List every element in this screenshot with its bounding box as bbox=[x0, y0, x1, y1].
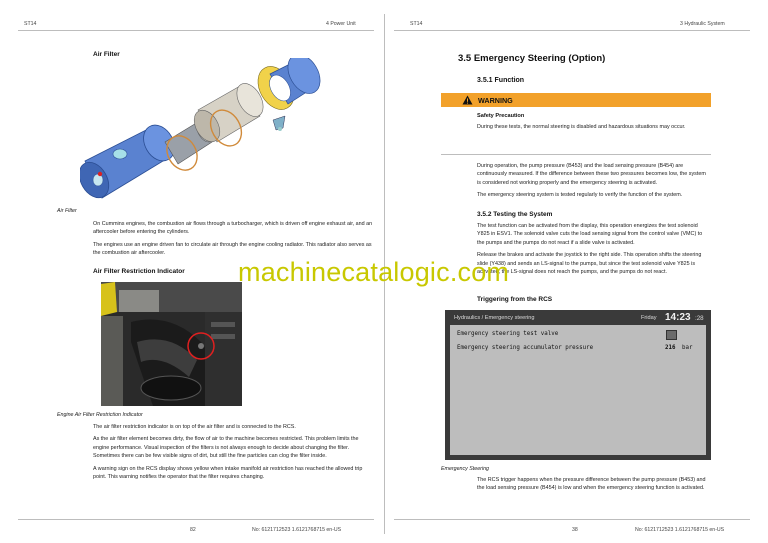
testing-body bbox=[477, 222, 711, 280]
right-footer-rule bbox=[394, 519, 750, 520]
filter-housing bbox=[80, 120, 181, 203]
indicator-title: Air Filter Restriction Indicator bbox=[93, 268, 185, 275]
indicator-paragraph: The air filter restriction indicator is on top of the air filter and is connected to the RCS. bbox=[93, 424, 296, 430]
warning-banner bbox=[441, 93, 711, 107]
warning-label: WARNING bbox=[478, 96, 513, 105]
air-filter-caption: Air Filter bbox=[57, 208, 77, 214]
air-filter-illustration bbox=[80, 58, 330, 206]
accumulator-pressure-value: 216 bbox=[665, 345, 676, 351]
watermark: machinecatalogic.com bbox=[238, 257, 510, 287]
left-header-rule bbox=[18, 30, 374, 31]
air-filter-paragraph: On Cummins engines, the combustion air flows through a turbocharger, which is driven off engine exhaust air, and an aftercooler before entering the cylinders. bbox=[93, 221, 373, 236]
right-header-doc: ST14 bbox=[410, 21, 423, 27]
display-panel bbox=[450, 325, 706, 455]
engine-indicator-photo bbox=[101, 282, 242, 406]
indicator-port-icon bbox=[98, 172, 102, 176]
display-time: 14:23 bbox=[665, 312, 691, 323]
accumulator-pressure-label: Emergency steering accumulator pressure bbox=[457, 345, 594, 351]
function-title: 3.5.1 Function bbox=[477, 77, 525, 84]
function-body bbox=[477, 162, 711, 204]
rcs-display bbox=[445, 310, 711, 460]
left-header-doc: ST14 bbox=[24, 21, 37, 27]
testing-title: 3.5.2 Testing the System bbox=[477, 211, 553, 218]
testing-paragraph: Release the brakes and activate the joystick to the right side. This operation shifts the steering slide (Y438) and sends an LS-signal to the pumps, but since the test solenoid valve Y825 is activated, the LS-signal does not reach the pumps, and the pumps do not react. bbox=[477, 252, 702, 276]
yellow-frame bbox=[101, 282, 117, 316]
display-day: Friday bbox=[641, 315, 657, 321]
right-header-chapter: 3 Hydraulic System bbox=[680, 21, 725, 27]
indicator-caption: Engine Air Filter Restriction Indicator bbox=[57, 412, 143, 418]
section-title: 3.5 Emergency Steering (Option) bbox=[458, 53, 606, 64]
function-paragraph: The emergency steering system is tested regularly to verify the function of the system. bbox=[477, 192, 683, 199]
function-paragraph: During operation, the pump pressure (B453) and the load sensing pressure (B454) are continuously measured. If the difference between these two pressures becomes low, the system is considered not working properly and the emergency steering is activated. bbox=[477, 163, 706, 186]
air-filter-body bbox=[93, 220, 373, 262]
trigger-body: The RCS trigger happens when the pressure difference between the pump pressure (B453) and the load sensing pressure (B454) is low and when the emergency steering function is activated. bbox=[477, 477, 706, 492]
warning-bottom-rule bbox=[441, 154, 711, 155]
display-seconds: :28 bbox=[695, 315, 704, 322]
dust-valve-icon bbox=[273, 116, 285, 131]
air-filter-title: Air Filter bbox=[93, 51, 120, 58]
warning-triangle-icon bbox=[462, 95, 473, 105]
test-valve-label: Emergency steering test valve bbox=[457, 331, 559, 337]
display-breadcrumb: Hydraulics / Emergency steering bbox=[454, 315, 535, 321]
indicator-body bbox=[93, 423, 368, 485]
safety-text: During these tests, the normal steering is disabled and hazardous situations may occur. bbox=[477, 124, 686, 130]
testing-paragraph: The test function can be activated from the display, this operation energizes the test solenoid Y825 in ESV1. The solenoid valve cuts the load sensing signal from the control valve (VMC) to the pumps and the pumps do not react if a slide valve is activated. bbox=[477, 223, 703, 246]
left-doc-number: No: 6121712523 1.6121768715 en-US bbox=[252, 527, 342, 533]
indicator-paragraph: As the air filter element becomes dirty, the flow of air to the machine becomes restricted. This problem limits the engine performance. Visual inspection of the filters is not always enough to decide about changing the filter. Sometimes there can be few visible signs of dirt, but still the fine particles can clog the filter inside. bbox=[93, 436, 359, 460]
right-doc-number: No: 6121712523 1.6121768715 en-US bbox=[635, 527, 725, 533]
screen-caption: Emergency Steering bbox=[441, 466, 489, 472]
left-header-chapter: 4 Power Unit bbox=[326, 21, 356, 27]
left-page-number: 82 bbox=[190, 527, 196, 533]
triggering-title: Triggering from the RCS bbox=[477, 296, 553, 303]
right-page-number: 38 bbox=[572, 527, 578, 533]
test-valve-indicator[interactable] bbox=[666, 330, 677, 340]
safety-title: Safety Precaution bbox=[477, 113, 525, 119]
air-filter-paragraph: The engines use an engine driven fan to circulate air through the engine cooling radiator. This radiator also serves as the combustion air aftercooler. bbox=[93, 241, 372, 257]
left-footer-rule bbox=[18, 519, 374, 520]
accumulator-pressure-unit: bar bbox=[682, 345, 693, 351]
indicator-paragraph: A warning sign on the RCS display shows yellow when intake manifold air restriction has reached the allowed trip point. This warning notifies the operator that the filter requires changing. bbox=[93, 465, 363, 481]
right-header-rule bbox=[394, 30, 750, 31]
